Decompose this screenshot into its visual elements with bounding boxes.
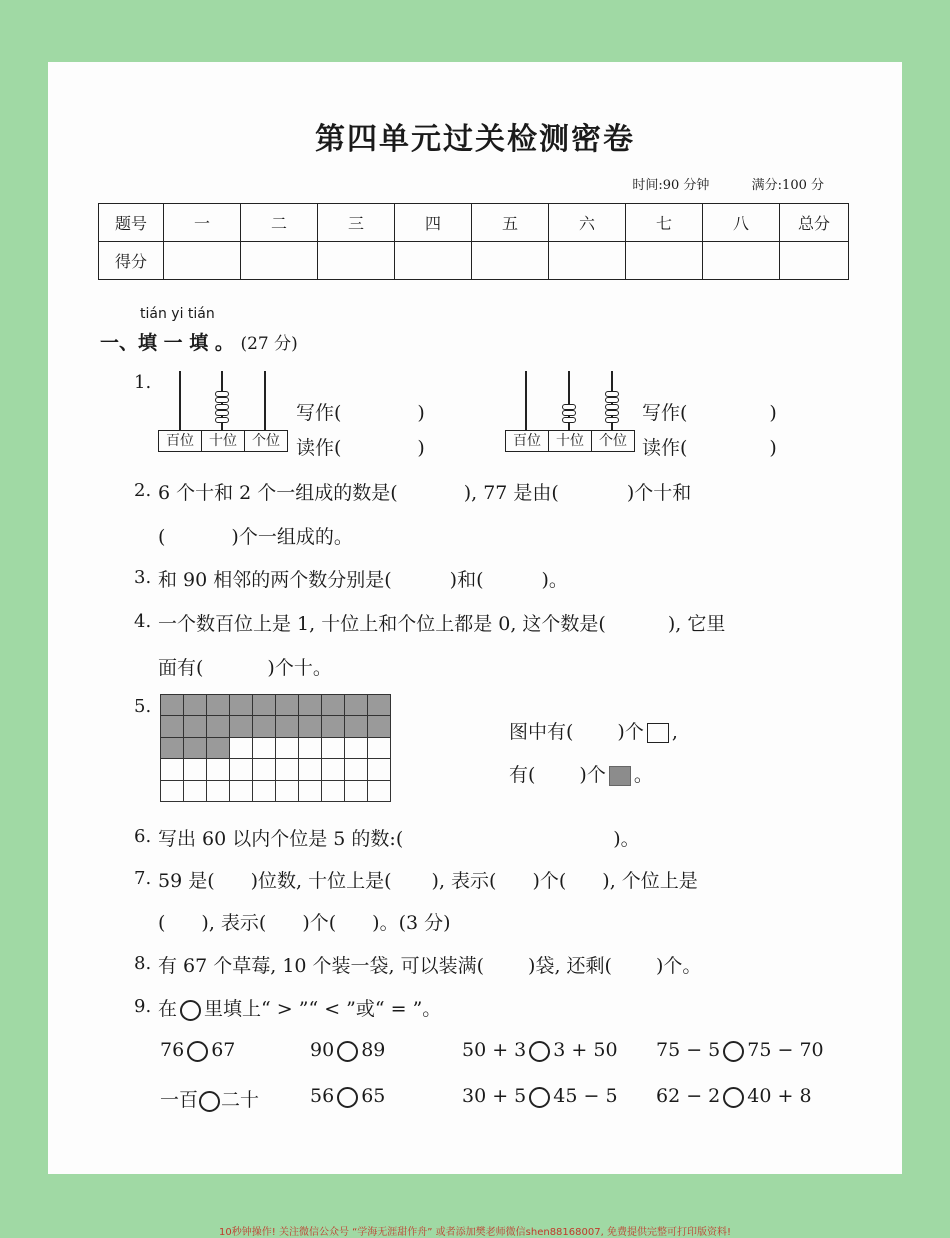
empty-square: [276, 781, 299, 802]
q2-text: )个一组成的。: [231, 526, 353, 548]
footer-promo: 10秒钟操作! 关注微信公众号 “学海无涯甜作舟” 或者添加樊老师微信shen88168007, 免费提供完整可打印版资料!: [219, 1227, 731, 1238]
q7-text: ), 表示(: [431, 870, 497, 892]
score-header-cell: 题号: [99, 204, 164, 242]
q8-line: [158, 951, 701, 978]
q2-line1: [158, 478, 691, 505]
q6-text: 写出 60 以内个位是 5 的数:(: [158, 828, 404, 850]
abacus-bead: [605, 404, 619, 410]
q1-write-2: [642, 398, 777, 425]
close-paren: ): [417, 437, 425, 459]
hundreds-label: 百位: [159, 431, 202, 451]
hundreds-label: 百位: [506, 431, 549, 451]
q5-line2: [509, 760, 653, 787]
score-header-cell: 五: [472, 204, 549, 242]
shaded-square: [299, 695, 322, 716]
answer-circle[interactable]: [529, 1041, 550, 1062]
grid-row: [161, 695, 391, 716]
grid-row: [161, 716, 391, 737]
abacus-rod: [264, 371, 266, 431]
abacus-bead: [562, 404, 576, 410]
comparison-left: 75 − 5: [656, 1039, 721, 1061]
q4-line2: [158, 653, 332, 680]
q9-text: 在: [158, 998, 178, 1020]
q9-line: [158, 994, 441, 1021]
close-paren: ): [769, 437, 777, 459]
shaded-square: [207, 695, 230, 716]
answer-circle[interactable]: [529, 1087, 550, 1108]
q2-text: ), 77 是由(: [463, 482, 559, 504]
empty-square: [253, 738, 276, 759]
shaded-square: [368, 695, 391, 716]
abacus-rod: [525, 371, 527, 431]
score-cell[interactable]: [318, 242, 395, 280]
score-cell[interactable]: [549, 242, 626, 280]
q5-line1: [509, 717, 678, 744]
comparison-left: 一百: [160, 1089, 199, 1111]
shaded-square-icon: [609, 766, 631, 786]
comparison-right: 45 − 5: [553, 1085, 618, 1107]
empty-square: [368, 738, 391, 759]
q1-read-1: [296, 433, 425, 460]
read-label: 读作(: [296, 437, 342, 459]
comparison-right: 二十: [221, 1089, 260, 1111]
q8-text: )袋, 还剩(: [528, 955, 612, 977]
q3-line: [158, 565, 568, 592]
answer-circle[interactable]: [723, 1087, 744, 1108]
comparison-left: 30 + 5: [462, 1085, 527, 1107]
score-cell[interactable]: [703, 242, 780, 280]
empty-square: [299, 781, 322, 802]
comparison-right: 65: [361, 1085, 386, 1107]
q4-text: ), 它里: [667, 613, 726, 635]
answer-circle[interactable]: [337, 1087, 358, 1108]
empty-square: [276, 738, 299, 759]
empty-square: [184, 759, 207, 780]
empty-square: [368, 781, 391, 802]
answer-circle[interactable]: [187, 1041, 208, 1062]
score-table-header-row: [99, 204, 849, 242]
q2-text: 6 个十和 2 个一组成的数是(: [158, 482, 398, 504]
q5-text: ,: [671, 721, 678, 743]
score-cell[interactable]: [626, 242, 703, 280]
q3-number: 3.: [134, 567, 152, 588]
empty-square: [161, 781, 184, 802]
q7-text: 59 是(: [158, 870, 215, 892]
q5-number: 5.: [134, 696, 152, 717]
ones-label: 个位: [599, 433, 627, 449]
abacus-bead: [562, 417, 576, 423]
shaded-square: [368, 716, 391, 737]
shaded-square: [207, 716, 230, 737]
answer-circle[interactable]: [199, 1091, 220, 1112]
shaded-square: [299, 716, 322, 737]
square-grid: [160, 694, 391, 802]
q5-text: )个: [617, 721, 644, 743]
empty-square: [276, 759, 299, 780]
score-header-cell: 六: [549, 204, 626, 242]
empty-square: [322, 759, 345, 780]
comparison-right: 89: [361, 1039, 386, 1061]
q2-text: )个十和: [626, 482, 692, 504]
comparison-item: [160, 1085, 259, 1112]
grid-row: [161, 738, 391, 759]
q7-number: 7.: [134, 868, 152, 889]
tens-label: 十位: [202, 431, 245, 451]
shaded-square: [230, 716, 253, 737]
q7-text: )个(: [532, 870, 567, 892]
comparison-item: [656, 1039, 824, 1062]
place-value-labels: [158, 430, 288, 452]
comparison-item: [462, 1085, 618, 1108]
shaded-square: [161, 738, 184, 759]
answer-circle[interactable]: [337, 1041, 358, 1062]
comparison-item: [160, 1039, 235, 1062]
q8-number: 8.: [134, 953, 152, 974]
empty-square: [368, 759, 391, 780]
circle-icon: [180, 1000, 201, 1021]
tens-label: 十位: [549, 431, 592, 451]
close-paren: ): [417, 402, 425, 424]
q7-text: )。(3 分): [372, 912, 451, 934]
abacus-bead: [215, 404, 229, 410]
q6-number: 6.: [134, 826, 152, 847]
shaded-square: [253, 716, 276, 737]
q4-number: 4.: [134, 611, 152, 632]
comparison-right: 40 + 8: [747, 1085, 812, 1107]
q6-text: )。: [613, 828, 640, 850]
grid-row: [161, 759, 391, 780]
q3-text: )。: [541, 569, 568, 591]
abacus-bead: [215, 397, 229, 403]
section-pinyin: tián yi tián: [140, 306, 215, 322]
score-table: [98, 203, 849, 280]
comparison-item: [656, 1085, 812, 1108]
close-paren: ): [769, 402, 777, 424]
comparison-right: 67: [211, 1039, 236, 1061]
exam-meta: [632, 174, 824, 193]
abacus-bead: [605, 417, 619, 423]
comparison-left: 50 + 3: [462, 1039, 527, 1061]
empty-square: [207, 781, 230, 802]
q7-text: ), 表示(: [201, 912, 267, 934]
answer-circle[interactable]: [723, 1041, 744, 1062]
score-row-label: 得分: [99, 242, 164, 280]
q3-text: )和(: [449, 569, 484, 591]
abacus-bead: [605, 391, 619, 397]
ones-label: 个位: [252, 433, 280, 449]
q9-number: 9.: [134, 996, 152, 1017]
abacus-bead: [605, 410, 619, 416]
abacus-bead: [562, 410, 576, 416]
shaded-square: [184, 738, 207, 759]
q8-text: 有 67 个草莓, 10 个装一袋, 可以装满(: [158, 955, 485, 977]
comparison-left: 56: [310, 1085, 335, 1107]
abacus-bead: [605, 397, 619, 403]
empty-square: [230, 738, 253, 759]
q5-text: 图中有(: [509, 721, 574, 743]
score-header-cell: 三: [318, 204, 395, 242]
shaded-square: [184, 695, 207, 716]
q7-line1: [158, 866, 698, 893]
write-label: 写作(: [642, 402, 688, 424]
q1-read-2: [642, 433, 777, 460]
score-cell[interactable]: [780, 242, 849, 280]
empty-square: [207, 759, 230, 780]
score-header-cell: 一: [164, 204, 241, 242]
write-label: 写作(: [296, 402, 342, 424]
q2-text: (: [158, 526, 166, 548]
empty-square: [161, 759, 184, 780]
empty-square: [345, 738, 368, 759]
empty-square: [253, 781, 276, 802]
q2-number: 2.: [134, 480, 152, 501]
shaded-square: [161, 716, 184, 737]
score-header-cell: 四: [395, 204, 472, 242]
comparison-right: 3 + 50: [553, 1039, 618, 1061]
q4-text: )个十。: [267, 657, 332, 679]
empty-square: [322, 781, 345, 802]
full-score: 满分:100 分: [751, 178, 824, 193]
shaded-square: [184, 716, 207, 737]
q5-text: )个: [579, 764, 606, 786]
empty-square: [299, 759, 322, 780]
q7-text: )个(: [302, 912, 337, 934]
exam-paper: [48, 62, 902, 1174]
shaded-square: [276, 716, 299, 737]
empty-square: [230, 759, 253, 780]
q4-text: 一个数百位上是 1, 十位上和个位上都是 0, 这个数是(: [158, 613, 606, 635]
score-header-cell: 总分: [780, 204, 849, 242]
shaded-square: [161, 695, 184, 716]
score-header-cell: 二: [241, 204, 318, 242]
empty-square: [230, 781, 253, 802]
abacus-bead: [215, 391, 229, 397]
shaded-square: [253, 695, 276, 716]
shaded-square: [322, 695, 345, 716]
comparison-item: [310, 1039, 385, 1062]
q7-text: ), 个位上是: [602, 870, 698, 892]
comparison-left: 90: [310, 1039, 335, 1061]
q7-text: )位数, 十位上是(: [250, 870, 392, 892]
score-cell[interactable]: [241, 242, 318, 280]
shaded-square: [207, 738, 230, 759]
time-limit: 时间:90 分钟: [632, 178, 710, 193]
empty-square: [322, 738, 345, 759]
score-cell[interactable]: [472, 242, 549, 280]
grid-row: [161, 781, 391, 802]
score-cell[interactable]: [395, 242, 472, 280]
q3-text: 和 90 相邻的两个数分别是(: [158, 569, 392, 591]
q4-text: 面有(: [158, 657, 204, 679]
section-points: (27 分): [240, 334, 298, 354]
section-heading: [100, 328, 298, 355]
q9-text: 里填上“ > ”“ < ”或“ = ”。: [204, 998, 442, 1020]
q7-text: (: [158, 912, 166, 934]
q8-text: )个。: [655, 955, 702, 977]
q1-number: 1.: [134, 372, 152, 393]
empty-square: [345, 759, 368, 780]
empty-square: [253, 759, 276, 780]
q4-line1: [158, 609, 725, 636]
empty-square: [299, 738, 322, 759]
empty-square: [345, 781, 368, 802]
comparison-left: 76: [160, 1039, 185, 1061]
section-title: 一、填 一 填 。: [100, 332, 234, 354]
shaded-square: [230, 695, 253, 716]
shaded-square: [345, 695, 368, 716]
read-label: 读作(: [642, 437, 688, 459]
score-header-cell: 八: [703, 204, 780, 242]
shaded-square: [276, 695, 299, 716]
q5-text: 有(: [509, 764, 536, 786]
q7-line2: [158, 908, 451, 935]
q5-text: 。: [633, 764, 653, 786]
comparison-right: 75 − 70: [747, 1039, 824, 1061]
abacus-bead: [215, 410, 229, 416]
score-header-cell: 七: [626, 204, 703, 242]
q2-line2: [158, 522, 353, 549]
shaded-square: [345, 716, 368, 737]
place-value-labels: [505, 430, 635, 452]
abacus-rod: [179, 371, 181, 431]
q1-write-1: [296, 398, 425, 425]
score-table-score-row: [99, 242, 849, 280]
score-cell[interactable]: [164, 242, 241, 280]
abacus-bead: [215, 417, 229, 423]
comparison-left: 62 − 2: [656, 1085, 721, 1107]
page-title: 第四单元过关检测密卷: [315, 122, 635, 157]
empty-square-icon: [647, 723, 669, 743]
comparison-item: [310, 1085, 385, 1108]
empty-square: [184, 781, 207, 802]
q6-line: [158, 824, 640, 851]
comparison-item: [462, 1039, 618, 1062]
shaded-square: [322, 716, 345, 737]
